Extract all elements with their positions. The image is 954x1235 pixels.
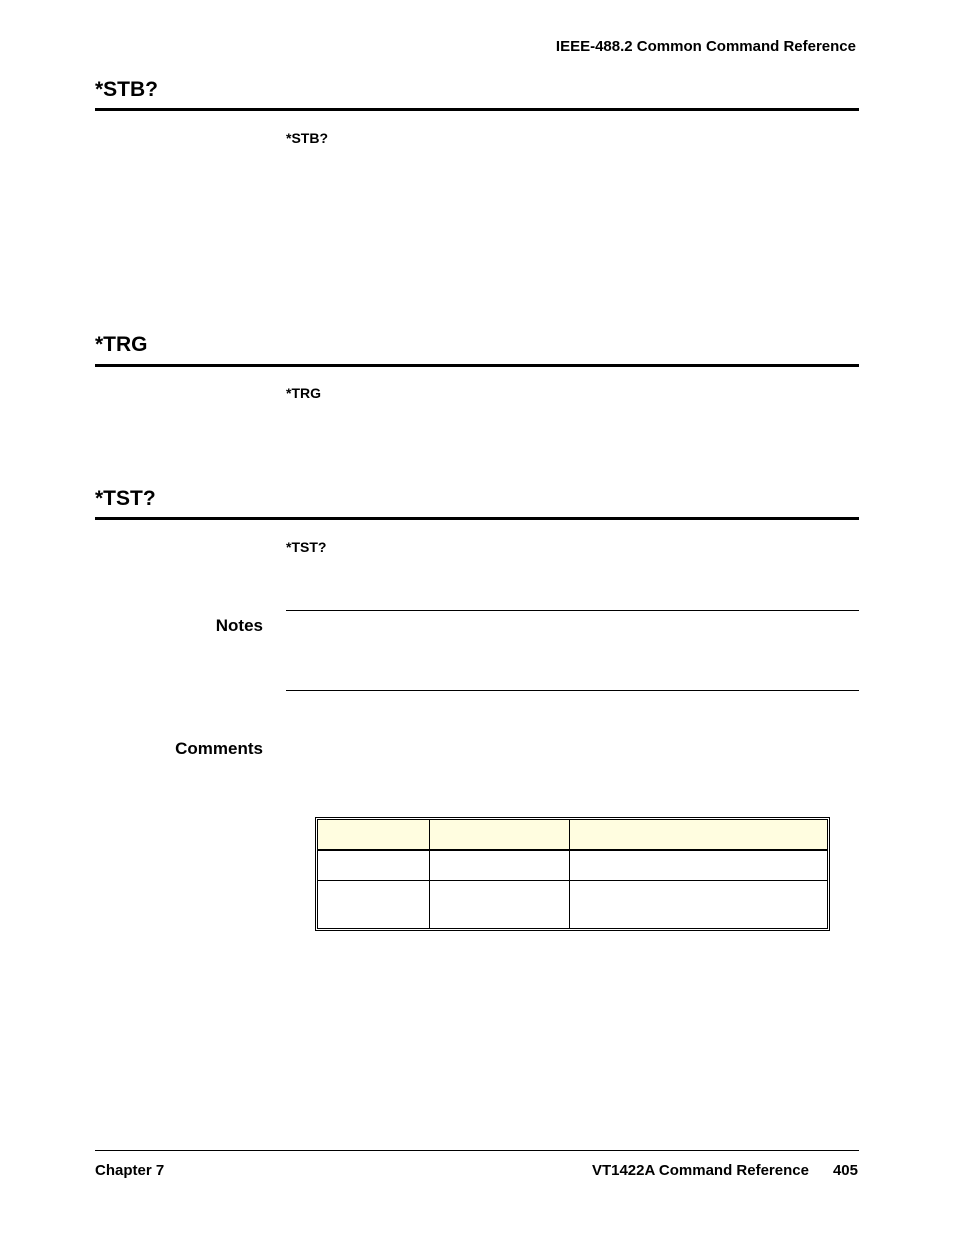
table-cell bbox=[318, 851, 430, 881]
footer-doc-title: VT1422A Command Reference bbox=[591, 1162, 809, 1179]
table-row bbox=[318, 851, 827, 881]
table-header-cell bbox=[430, 820, 570, 851]
table-cell bbox=[430, 881, 570, 928]
table-cell bbox=[570, 851, 827, 881]
test-result-table bbox=[315, 817, 830, 931]
footer-right bbox=[592, 1162, 858, 1179]
table-row bbox=[318, 881, 827, 928]
table-header-row bbox=[318, 820, 827, 851]
section-rule bbox=[95, 108, 859, 111]
syntax-trg: *TRG bbox=[286, 385, 321, 401]
table-cell bbox=[570, 881, 827, 928]
section-rule bbox=[95, 517, 859, 520]
footer-rule bbox=[95, 1150, 859, 1151]
section-title-tst: *TST? bbox=[95, 487, 156, 510]
section-title-trg: *TRG bbox=[95, 333, 148, 356]
table-cell bbox=[318, 881, 430, 928]
table-header-cell bbox=[318, 820, 430, 851]
running-head: IEEE-488.2 Common Command Reference bbox=[555, 38, 856, 55]
footer-chapter: Chapter 7 bbox=[95, 1162, 165, 1179]
notes-heading: Notes bbox=[215, 616, 263, 635]
syntax-tst: *TST? bbox=[286, 539, 327, 555]
table-header-cell bbox=[570, 820, 827, 851]
table-cell bbox=[430, 851, 570, 881]
syntax-stb: *STB? bbox=[286, 130, 328, 146]
notes-bottom-rule bbox=[286, 690, 859, 691]
section-title-stb: *STB? bbox=[95, 78, 158, 101]
notes-top-rule bbox=[286, 610, 859, 611]
comments-heading: Comments bbox=[175, 739, 263, 758]
page-number: 405 bbox=[832, 1162, 858, 1179]
section-rule bbox=[95, 364, 859, 367]
